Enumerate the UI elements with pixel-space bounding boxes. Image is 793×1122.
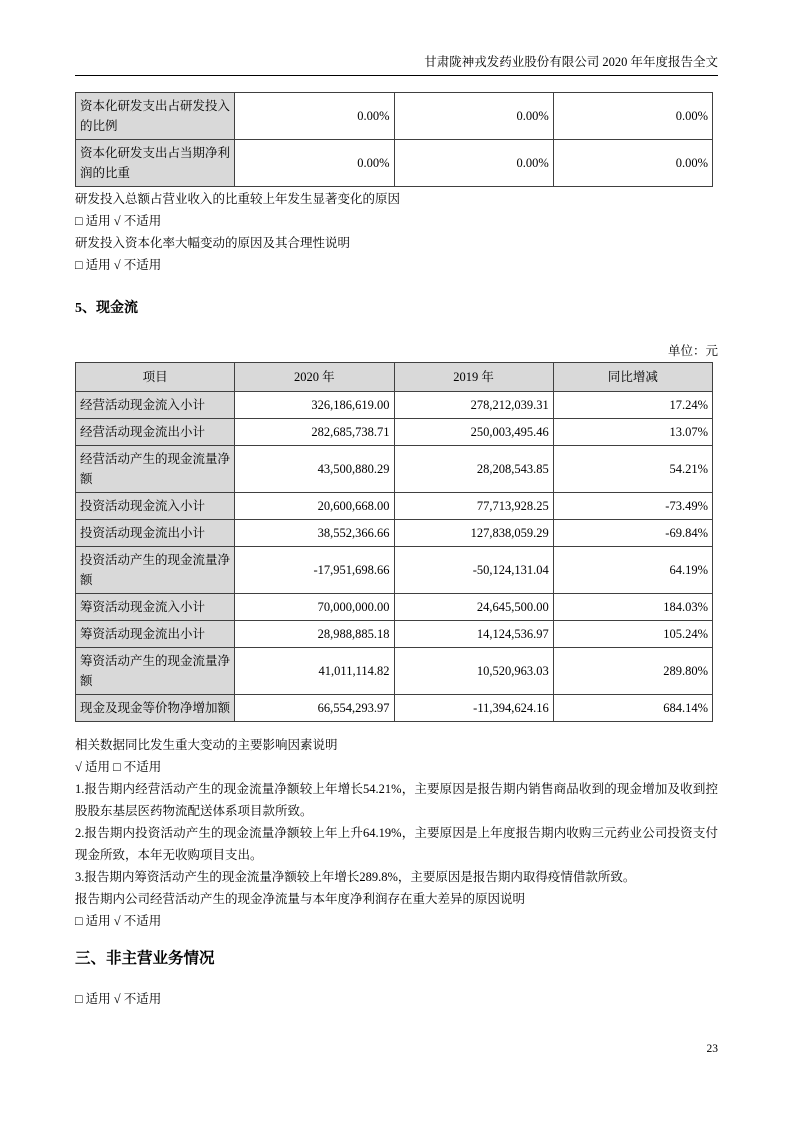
note-paragraph-3: 3.报告期内筹资活动产生的现金流量净额较上年增长289.8%，主要原因是报告期内取得疫情借款所致。 bbox=[75, 870, 636, 884]
table-row bbox=[76, 695, 713, 722]
value-cell: 20,600,668.00 bbox=[235, 493, 394, 520]
value-cell: 289.80% bbox=[553, 648, 712, 695]
value-cell: 0.00% bbox=[235, 93, 394, 140]
value-cell: 278,212,039.31 bbox=[394, 392, 553, 419]
diff-heading-text: 报告期内公司经营活动产生的现金净流量与本年度净利润存在重大差异的原因说明 bbox=[75, 892, 526, 906]
value-cell: 0.00% bbox=[394, 140, 553, 187]
value-cell: 43,500,880.29 bbox=[235, 446, 394, 493]
value-cell: 684.14% bbox=[553, 695, 712, 722]
note-paragraph-2: 2.报告期内投资活动产生的现金流量净额较上年上升64.19%，主要原因是上年度报告期内收购三元药业公司投资支付现金所致，本年无收购项目支出。 bbox=[75, 826, 718, 862]
row-label-cell: 投资活动产生的现金流量净额 bbox=[76, 547, 235, 594]
rd-notes-block bbox=[75, 188, 718, 276]
value-cell: 28,208,543.85 bbox=[394, 446, 553, 493]
row-label-cell: 资本化研发支出占研发投入的比例 bbox=[76, 93, 235, 140]
section-heading-cashflow: 5、现金流 bbox=[75, 301, 138, 316]
value-cell: -73.49% bbox=[553, 493, 712, 520]
value-cell: 64.19% bbox=[553, 547, 712, 594]
row-label-cell: 筹资活动现金流出小计 bbox=[76, 621, 235, 648]
row-label-cell: 经营活动现金流出小计 bbox=[76, 419, 235, 446]
column-header-item: 项目 bbox=[76, 363, 235, 392]
value-cell: 17.24% bbox=[553, 392, 712, 419]
value-cell: -50,124,131.04 bbox=[394, 547, 553, 594]
rd-change-reason-text: 研发投入总额占营业收入的比重较上年发生显著变化的原因 bbox=[75, 192, 401, 206]
value-cell: 0.00% bbox=[235, 140, 394, 187]
column-header-2020: 2020 年 bbox=[235, 363, 394, 392]
value-cell: 54.21% bbox=[553, 446, 712, 493]
table-row bbox=[76, 392, 713, 419]
value-cell: -11,394,624.16 bbox=[394, 695, 553, 722]
cashflow-notes-block bbox=[75, 734, 718, 932]
table-row bbox=[76, 419, 713, 446]
value-cell: -69.84% bbox=[553, 520, 712, 547]
value-cell: 0.00% bbox=[394, 93, 553, 140]
rd-cap-reason-text: 研发投入资本化率大幅变动的原因及其合理性说明 bbox=[75, 236, 351, 250]
row-label-cell: 资本化研发支出占当期净利润的比重 bbox=[76, 140, 235, 187]
report-header-title: 甘肃陇神戎发药业股份有限公司 2020 年年度报告全文 bbox=[75, 54, 718, 76]
value-cell: 77,713,928.25 bbox=[394, 493, 553, 520]
note-paragraph-1: 1.报告期内经营活动产生的现金流量净额较上年增长54.21%，主要原因是报告期内销售商品收到的现金增加及收到控股股东基层医药物流配送体系项目款所致。 bbox=[75, 782, 718, 818]
value-cell: 105.24% bbox=[553, 621, 712, 648]
value-cell: 0.00% bbox=[553, 140, 712, 187]
value-cell: 10,520,963.03 bbox=[394, 648, 553, 695]
column-header-2019: 2019 年 bbox=[394, 363, 553, 392]
table-row bbox=[76, 621, 713, 648]
value-cell: 38,552,366.66 bbox=[235, 520, 394, 547]
value-cell: 0.00% bbox=[553, 93, 712, 140]
table-row bbox=[76, 93, 713, 140]
table-row bbox=[76, 520, 713, 547]
value-cell: 66,554,293.97 bbox=[235, 695, 394, 722]
value-cell: 127,838,059.29 bbox=[394, 520, 553, 547]
rd-capitalization-table bbox=[75, 92, 713, 187]
cashflow-table bbox=[75, 362, 713, 722]
cashflow-header-row bbox=[76, 363, 713, 392]
table-row bbox=[76, 446, 713, 493]
applicability-line: □ 适用 √ 不适用 bbox=[75, 914, 162, 928]
value-cell: -17,951,698.66 bbox=[235, 547, 394, 594]
column-header-yoy: 同比增减 bbox=[553, 363, 712, 392]
table-row bbox=[76, 648, 713, 695]
table-row bbox=[76, 140, 713, 187]
table-row bbox=[76, 547, 713, 594]
value-cell: 184.03% bbox=[553, 594, 712, 621]
applicability-line: □ 适用 √ 不适用 bbox=[75, 214, 162, 228]
applicability-line: □ 适用 √ 不适用 bbox=[75, 992, 162, 1006]
page-number: 23 bbox=[706, 1043, 718, 1055]
table-row bbox=[76, 594, 713, 621]
value-cell: 41,011,114.82 bbox=[235, 648, 394, 695]
value-cell: 24,645,500.00 bbox=[394, 594, 553, 621]
row-label-cell: 经营活动现金流入小计 bbox=[76, 392, 235, 419]
row-label-cell: 筹资活动现金流入小计 bbox=[76, 594, 235, 621]
value-cell: 14,124,536.97 bbox=[394, 621, 553, 648]
row-label-cell: 经营活动产生的现金流量净额 bbox=[76, 446, 235, 493]
unit-label: 单位：元 bbox=[667, 344, 718, 358]
table-row bbox=[76, 493, 713, 520]
value-cell: 70,000,000.00 bbox=[235, 594, 394, 621]
value-cell: 13.07% bbox=[553, 419, 712, 446]
section-heading-nonmain-business: 三、非主营业务情况 bbox=[75, 950, 215, 967]
value-cell: 326,186,619.00 bbox=[235, 392, 394, 419]
row-label-cell: 现金及现金等价物净增加额 bbox=[76, 695, 235, 722]
value-cell: 250,003,495.46 bbox=[394, 419, 553, 446]
factors-heading-text: 相关数据同比发生重大变动的主要影响因素说明 bbox=[75, 738, 338, 752]
value-cell: 28,988,885.18 bbox=[235, 621, 394, 648]
value-cell: 282,685,738.71 bbox=[235, 419, 394, 446]
row-label-cell: 投资活动现金流入小计 bbox=[76, 493, 235, 520]
applicability-line: √ 适用 □ 不适用 bbox=[75, 760, 162, 774]
applicability-line: □ 适用 √ 不适用 bbox=[75, 258, 162, 272]
row-label-cell: 投资活动现金流出小计 bbox=[76, 520, 235, 547]
row-label-cell: 筹资活动产生的现金流量净额 bbox=[76, 648, 235, 695]
